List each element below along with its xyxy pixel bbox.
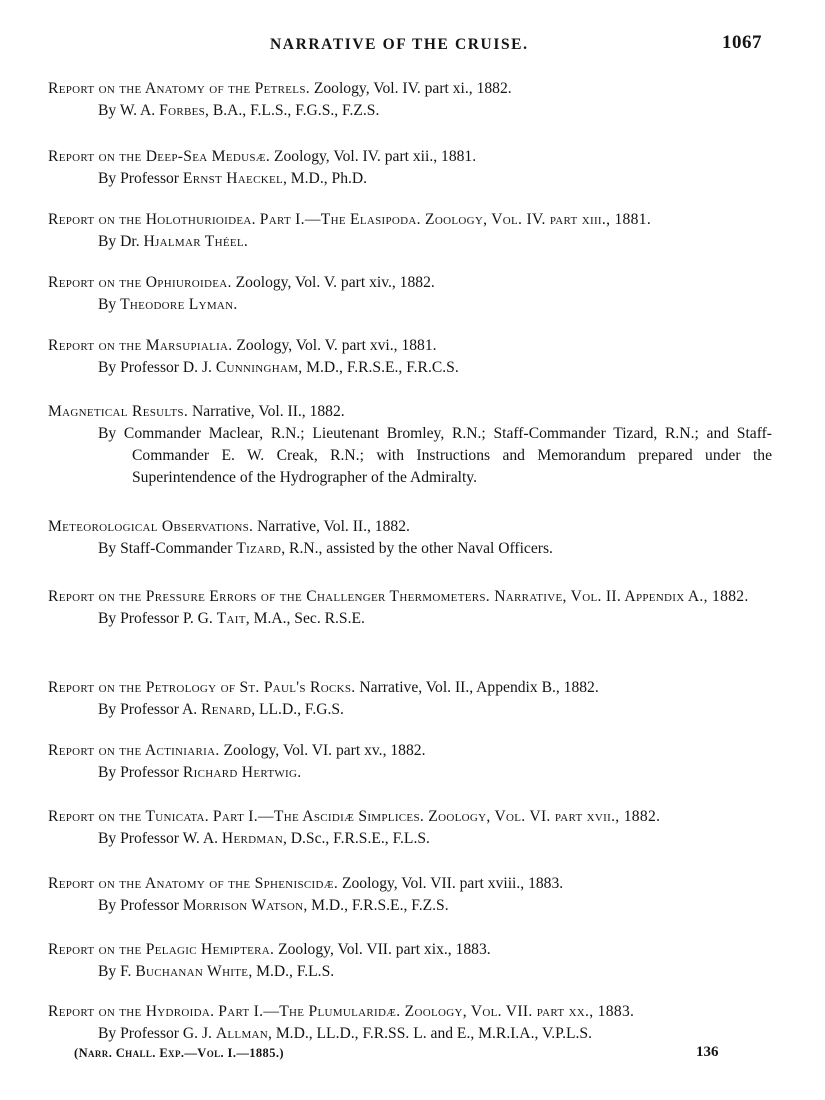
report-details: Narrative, Vol. II., 1882. — [191, 403, 345, 420]
list-item — [48, 78, 512, 122]
list-item — [48, 146, 476, 190]
author-name: Allman — [215, 1025, 269, 1042]
author-credentials: . — [233, 296, 238, 313]
author-prefix: By Professor — [98, 170, 179, 187]
author-credentials: , M.D., Ph.D. — [283, 170, 368, 187]
author-credentials: , LL.D., F.G.S. — [251, 701, 344, 718]
author-name: Morrison Watson — [182, 897, 304, 914]
author-prefix: By Professor — [98, 897, 179, 914]
author-name: Ernst Haeckel — [182, 170, 283, 187]
list-item — [48, 401, 772, 489]
author-name: Richard Hertwig — [182, 764, 298, 781]
list-item — [48, 272, 435, 316]
author-credentials: , M.D., F.L.S. — [248, 963, 335, 980]
report-details: Part I.—The Plumularidæ. Zoology, Vol. VII. part xx., 1883. — [218, 1003, 635, 1020]
report-title: Meteorological Observations. — [48, 518, 254, 535]
list-item — [48, 516, 553, 560]
report-details: Zoology, Vol. IV. part xi., 1882. — [313, 80, 512, 97]
report-title: Report on the Pelagic Hemiptera. — [48, 941, 275, 958]
report-details: Zoology, Vol. V. part xiv., 1882. — [235, 274, 435, 291]
report-details: Part I.—The Ascidiæ Simplices. Zoology, Vol. VI. part xvii., 1882. — [212, 808, 661, 825]
report-details: Narrative, Vol. II., Appendix B., 1882. — [359, 679, 599, 696]
page-number: 1067 — [722, 32, 762, 53]
report-title: Report on the Anatomy of the Spheniscidæ. — [48, 875, 339, 892]
author-prefix: By Professor P. G. — [98, 610, 213, 627]
author-name: Tait — [216, 610, 246, 627]
author-name: Buchanan White — [135, 963, 249, 980]
author-prefix: By W. A. — [98, 102, 156, 119]
report-details: Zoology, Vol. VII. part xix., 1883. — [278, 941, 491, 958]
author-credentials: , M.D., F.R.S.E., F.Z.S. — [303, 897, 449, 914]
author-name: Hjalmar Théel — [143, 233, 244, 250]
report-title: Report on the Petrology of St. Paul's Rocks. — [48, 679, 356, 696]
report-details: Zoology, Vol. IV. part xii., 1881. — [273, 148, 477, 165]
author-name: Renard — [201, 701, 252, 718]
list-item — [48, 209, 651, 253]
author-name: Theodore Lyman — [120, 296, 234, 313]
list-item — [48, 586, 768, 630]
report-title: Report on the Tunicata. — [48, 808, 209, 825]
author-prefix: By Professor — [98, 764, 179, 781]
report-title: Report on the Marsupialia. — [48, 337, 233, 354]
author-credentials: , M.D., LL.D., F.R.SS. L. and E., M.R.I.A., V.P.L.S. — [268, 1025, 592, 1042]
report-title: Report on the Deep-Sea Medusæ. — [48, 148, 271, 165]
author-prefix: By F. — [98, 963, 132, 980]
running-title: NARRATIVE OF THE CRUISE. — [270, 36, 529, 53]
report-title: Report on the Ophiuroidea. — [48, 274, 232, 291]
author-prefix: By Staff-Commander — [98, 540, 233, 557]
author-name: Cunningham — [215, 359, 299, 376]
list-item — [48, 806, 660, 850]
report-title: Report on the Holothurioidea. — [48, 211, 256, 228]
list-item — [48, 939, 491, 983]
report-details: Zoology, Vol. V. part xvi., 1881. — [236, 337, 437, 354]
author-name: Herdman — [221, 830, 283, 847]
author-prefix: By Professor A. — [98, 701, 198, 718]
author-credentials: , M.D., F.R.S.E., F.R.C.S. — [298, 359, 459, 376]
report-title: Report on the Hydroida. — [48, 1003, 215, 1020]
author-prefix: By Professor D. J. — [98, 359, 212, 376]
list-item — [48, 873, 563, 917]
author-name: Tizard — [236, 540, 282, 557]
report-details: Zoology, Vol. VII. part xviii., 1883. — [341, 875, 564, 892]
author-prefix: By Professor G. J. — [98, 1025, 212, 1042]
report-details: Part I.—The Elasipoda. Zoology, Vol. IV. part xiii., 1881. — [259, 211, 652, 228]
report-details: Zoology, Vol. VI. part xv., 1882. — [223, 742, 426, 759]
report-title: Report on the Anatomy of the Petrels. — [48, 80, 310, 97]
list-item — [48, 1001, 634, 1045]
list-item — [48, 740, 425, 784]
list-item — [48, 677, 599, 721]
author-credentials: , B.A., F.L.S., F.G.S., F.Z.S. — [205, 102, 380, 119]
report-title: Report on the Pressure Errors of the Challenger Thermometers. Narrative, Vol. II. Appendix A., 1882. — [48, 588, 749, 605]
footer-note: (Narr. Chall. Exp.—Vol. I.—1885.) — [74, 1046, 284, 1060]
report-title: Magnetical Results. — [48, 403, 189, 420]
author-list: By Commander Maclear, R.N.; Lieutenant Bromley, R.N.; Staff-Commander Tizard, R.N.; and Staff-Commander E. W. Creak, R.N.; with Instructions and Memorandum prepared under the Superintendence of the Hydrographer of the Admiralty. — [98, 425, 772, 486]
author-name: Forbes — [159, 102, 206, 119]
list-item — [48, 335, 459, 379]
author-prefix: By Dr. — [98, 233, 140, 250]
author-credentials: , D.Sc., F.R.S.E., F.L.S. — [282, 830, 430, 847]
author-prefix: By — [98, 296, 117, 313]
report-details: Narrative, Vol. II., 1882. — [257, 518, 410, 535]
author-credentials: , R.N., assisted by the other Naval Officers. — [281, 540, 553, 557]
signature-mark: 136 — [696, 1044, 719, 1060]
report-title: Report on the Actiniaria. — [48, 742, 220, 759]
author-prefix: By Professor W. A. — [98, 830, 218, 847]
author-credentials: . — [297, 764, 302, 781]
author-credentials: , M.A., Sec. R.S.E. — [245, 610, 365, 627]
author-credentials: . — [243, 233, 248, 250]
